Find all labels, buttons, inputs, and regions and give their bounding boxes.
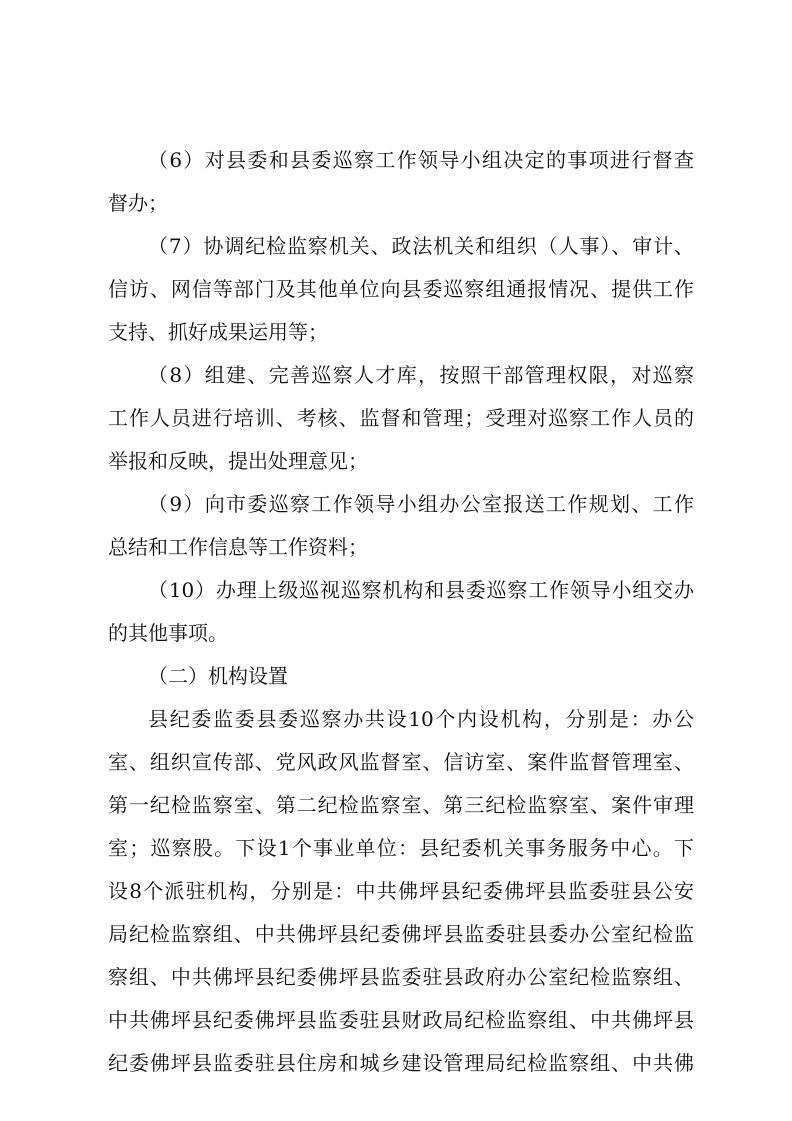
text-line: （7）协调纪检监察机关、政法机关和组织（人事）、审计、 xyxy=(148,234,694,258)
text-line: 纪委佛坪县监委驻县住房和城乡建设管理局纪检监察组、中共佛 xyxy=(108,1051,694,1075)
text-line: 支持、抓好成果运用等； xyxy=(108,320,328,344)
text-line: 室；巡察股。下设1个事业单位：县纪委机关事务服务中心。下 xyxy=(108,836,694,860)
text-line: 总结和工作信息等工作资料； xyxy=(108,535,368,559)
text-line: （8）组建、完善巡察人才库，按照干部管理权限，对巡察 xyxy=(148,363,694,387)
text-line: 室、组织宣传部、党风政风监督室、信访室、案件监督管理室、 xyxy=(108,750,694,774)
text-line: （6）对县委和县委巡察工作领导小组决定的事项进行督查 xyxy=(148,148,694,172)
text-line: 的其他事项。 xyxy=(108,621,228,645)
text-line: （10）办理上级巡视巡察机构和县委巡察工作领导小组交办 xyxy=(148,578,694,602)
text-line: 中共佛坪县纪委佛坪县监委驻县财政局纪检监察组、中共佛坪县 xyxy=(108,1008,694,1032)
text-line: 县纪委监委县委巡察办共设10个内设机构，分别是：办公 xyxy=(148,707,694,731)
text-line: 第一纪检监察室、第二纪检监察室、第三纪检监察室、案件审理 xyxy=(108,793,694,817)
text-line: 局纪检监察组、中共佛坪县纪委佛坪县监委驻县委办公室纪检监 xyxy=(108,922,694,946)
text-line: （9）向市委巡察工作领导小组办公室报送工作规划、工作 xyxy=(148,492,694,516)
text-line: 举报和反映，提出处理意见； xyxy=(108,449,368,473)
text-line: 察组、中共佛坪县纪委佛坪县监委驻县政府办公室纪检监察组、 xyxy=(108,965,694,989)
text-line: 信访、网信等部门及其他单位向县委巡察组通报情况、提供工作 xyxy=(108,277,694,301)
section-heading: （二）机构设置 xyxy=(148,664,288,688)
text-line: 工作人员进行培训、考核、监督和管理；受理对巡察工作人员的 xyxy=(108,406,694,430)
text-line: 督办； xyxy=(108,191,168,215)
text-line: 设8个派驻机构，分别是：中共佛坪县纪委佛坪县监委驻县公安 xyxy=(108,879,694,903)
